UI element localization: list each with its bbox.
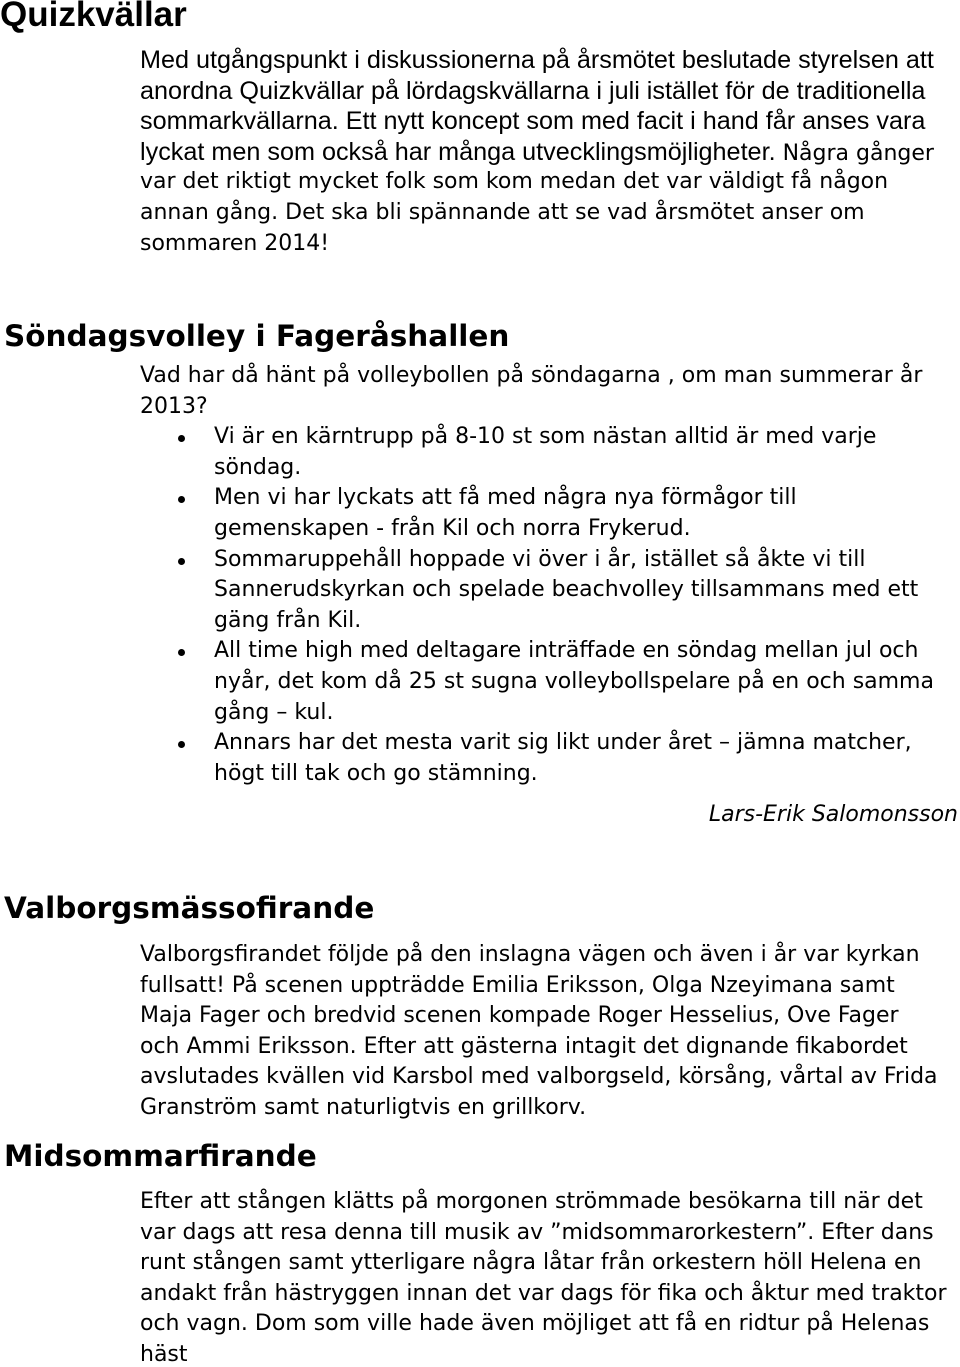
paragraph-line: var det riktigt mycket folk som kom medan det var väldigt få någon bbox=[140, 169, 889, 195]
bullet-line: All time high med deltagare inträffade en söndag mellan jul och bbox=[214, 638, 919, 664]
bullet-line: Vi är en kärntrupp på 8-10 st som nästan alltid är med varje bbox=[214, 424, 877, 450]
bullet-icon bbox=[178, 496, 185, 503]
bullet-item bbox=[140, 732, 934, 785]
bullet-line: Men vi har lyckats att få med några nya förmågor till bbox=[214, 485, 797, 511]
paragraph-line: häst bbox=[140, 1341, 188, 1367]
bullet-item bbox=[140, 640, 934, 723]
bullet-icon bbox=[178, 435, 185, 442]
paragraph-line: anordna Quizkvällar på lördagskvällarna i juli istället för de traditionella bbox=[140, 76, 926, 105]
paragraph-line: annan gång. Det ska bli spännande att se vad årsmötet anser om bbox=[140, 199, 865, 225]
bullet-line: gemenskapen - från Kil och norra Frykerud. bbox=[214, 515, 691, 541]
paragraph-line: Valborgsfirandet följde på den inslagna vägen och även i år var kyrkan bbox=[140, 942, 920, 967]
bullet-line: Sommaruppehåll hoppade vi över i år, istället så åkte vi till bbox=[214, 546, 866, 572]
bullet-item bbox=[140, 487, 934, 540]
paragraph-line-segment: lyckat men som också har många utvecklingsmöjligheter. bbox=[140, 137, 776, 166]
bullet-line: söndag. bbox=[214, 454, 302, 480]
bullet-line: Sannerudskyrkan och spelade beachvolley tillsammans med ett bbox=[214, 577, 919, 603]
paragraph-sondagsvolley bbox=[140, 365, 934, 785]
heading-valborgsmassofirande: Valborgsmässofirande bbox=[4, 891, 375, 925]
paragraph-line: Maja Fager och bredvid scenen kompade Roger Hesselius, Ove Fager bbox=[140, 1003, 899, 1029]
bullet-icon bbox=[178, 558, 185, 565]
bullet-line: Annars har det mesta varit sig likt under året – jämna matcher, bbox=[214, 730, 912, 756]
paragraph-line-segment: Några gånger bbox=[782, 140, 934, 166]
paragraph-line: andakt från hästryggen innan det var dags för fika och åktur med traktor bbox=[140, 1280, 947, 1306]
paragraph-line: var dags att resa denna till musik av ”midsommarorkestern”. Efter dans bbox=[140, 1219, 934, 1245]
bullet-icon bbox=[178, 649, 185, 656]
bullet-line: högt till tak och go stämning. bbox=[214, 760, 538, 786]
bullet-icon bbox=[178, 741, 185, 748]
paragraph-line: 2013? bbox=[140, 393, 208, 419]
bullet-item bbox=[140, 546, 934, 633]
paragraph-quizkvallar bbox=[140, 46, 934, 256]
paragraph-line: och vagn. Dom som ville hade även möjliget att få en ridtur på Helenas bbox=[140, 1311, 930, 1337]
paragraph-valborgsmassofirande bbox=[140, 944, 938, 1119]
bullet-line: gång – kul. bbox=[214, 699, 334, 725]
author-signature: Lars-Erik Salomonsson bbox=[708, 802, 958, 827]
bullet-line: gäng från Kil. bbox=[214, 607, 362, 633]
paragraph-line: avslutades kvällen vid Karsbol med valborgseld, körsång, vårtal av Frida bbox=[140, 1064, 938, 1090]
paragraph-line: Efter att stången klätts på morgonen strömmade besökarna till när det bbox=[140, 1189, 923, 1214]
bullet-line: nyår, det kom då 25 st sugna volleybollspelare på en och samma bbox=[214, 668, 934, 694]
heading-midsommarfirande: Midsommarfirande bbox=[4, 1139, 317, 1173]
paragraph-line: sommaren 2014! bbox=[140, 230, 330, 256]
paragraph-line: Med utgångspunkt i diskussionerna på årsmötet beslutade styrelsen att bbox=[140, 46, 934, 74]
paragraph-line: Granström samt naturligtvis en grillkorv. bbox=[140, 1094, 587, 1120]
paragraph-line: sommarkvällarna. Ett nytt koncept som med facit i hand får anses vara bbox=[140, 107, 926, 136]
bullet-item bbox=[140, 426, 934, 479]
paragraph-line: Vad har då hänt på volleybollen på söndagarna , om man summerar år bbox=[140, 363, 923, 388]
paragraph-line bbox=[140, 137, 934, 166]
heading-quizkvallar: Quizkvällar bbox=[0, 0, 187, 34]
heading-sondagsvolley: Söndagsvolley i Fageråshallen bbox=[4, 319, 510, 353]
paragraph-line: fullsatt! På scenen uppträdde Emilia Eriksson, Olga Nzeyimana samt bbox=[140, 972, 895, 998]
paragraph-line: runt stången samt ytterligare några låtar från orkestern höll Helena en bbox=[140, 1250, 922, 1276]
paragraph-midsommarfirande bbox=[140, 1191, 947, 1366]
paragraph-line: och Ammi Eriksson. Efter att gästerna intagit det dignande fikabordet bbox=[140, 1033, 908, 1059]
